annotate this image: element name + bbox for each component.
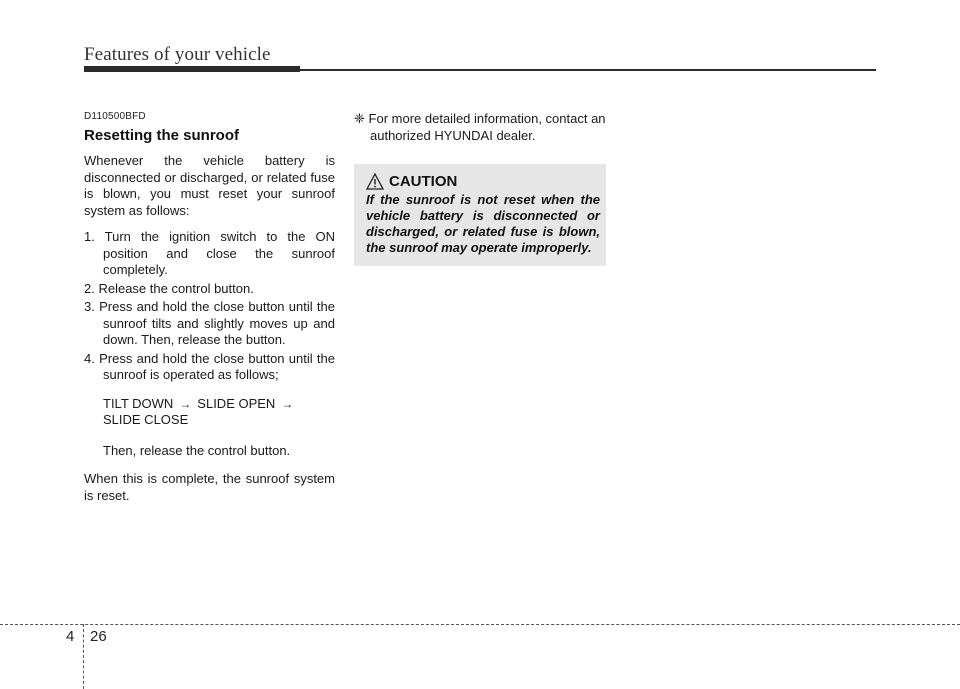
release-instruction: Then, release the control button. [103, 442, 291, 458]
left-column [84, 111, 335, 514]
right-column [354, 111, 606, 266]
caution-title: CAUTION [389, 173, 458, 190]
footer-divider [0, 624, 960, 625]
section-heading: Resetting the sunroof [84, 127, 240, 144]
chapter-number: 4 [66, 628, 75, 645]
note-symbol-icon: ❈ [354, 111, 365, 126]
note-text: For more detailed information, contact an authorized HYUNDAI dealer. [368, 111, 606, 143]
arrow-right-icon: → [281, 396, 294, 411]
page-number: 26 [90, 628, 107, 645]
steps-list [84, 229, 335, 384]
caution-header [366, 173, 600, 190]
dealer-note [354, 111, 606, 144]
step-item: 2. Release the control button. [84, 280, 254, 296]
page-header-title: Features of your vehicle [84, 44, 271, 65]
step-item: 3. Press and hold the close button until the sunroof tilts and slightly moves up and down. Then, release the button. [84, 299, 335, 347]
caution-text: If the sunroof is not reset when the vehicle battery is disconnected or discharged, or related fuse is blown, the sunroof may operate improperly. [366, 192, 600, 255]
sequence-slide-open: SLIDE OPEN [197, 395, 276, 411]
sequence-tilt-down: TILT DOWN [103, 395, 174, 411]
outro-paragraph: When this is complete, the sunroof system is reset. [84, 471, 335, 503]
section-code: D110500BFD [84, 111, 146, 122]
step-item: 4. Press and hold the close button until the sunroof is operated as follows; [84, 350, 335, 382]
operation-sequence [84, 396, 335, 429]
arrow-right-icon: → [179, 396, 192, 411]
header-rule-thick [84, 66, 300, 72]
step-item: 1. Turn the ignition switch to the ON position and close the sunroof completely. [84, 229, 335, 277]
header-rule-thin [300, 69, 876, 71]
intro-paragraph: Whenever the vehicle battery is disconnected or discharged, or related fuse is blown, you must reset your sunroof system as follows: [84, 153, 335, 218]
warning-triangle-icon [366, 173, 384, 190]
footer-vertical-divider [83, 624, 84, 689]
caution-box [354, 164, 606, 266]
sequence-slide-close: SLIDE CLOSE [103, 412, 189, 427]
